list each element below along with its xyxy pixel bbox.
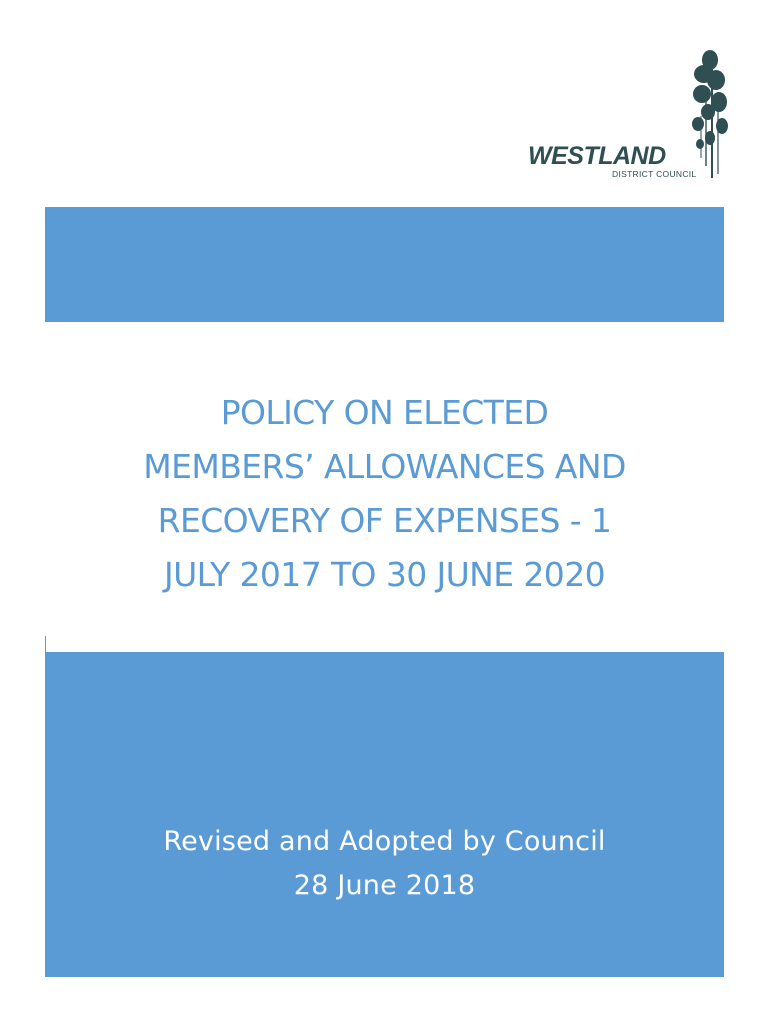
adoption-line: Revised and Adopted by Council <box>163 826 606 857</box>
title-line: POLICY ON ELECTED <box>220 393 549 432</box>
title-line: MEMBERS’ ALLOWANCES AND <box>143 447 626 486</box>
title-line: RECOVERY OF EXPENSES - 1 <box>157 501 612 540</box>
bottom-accent-band <box>45 652 724 977</box>
adoption-date: 28 June 2018 <box>293 870 476 901</box>
divider-tick <box>45 636 46 652</box>
westland-district-council-logo <box>526 46 732 184</box>
document-title <box>45 386 724 602</box>
top-accent-band <box>45 207 724 322</box>
logo-tagline: DISTRICT COUNCIL <box>612 169 697 179</box>
logo-wordmark: WESTLAND <box>528 142 666 170</box>
adoption-note <box>45 820 724 908</box>
title-line: JULY 2017 TO 30 JUNE 2020 <box>163 555 605 594</box>
